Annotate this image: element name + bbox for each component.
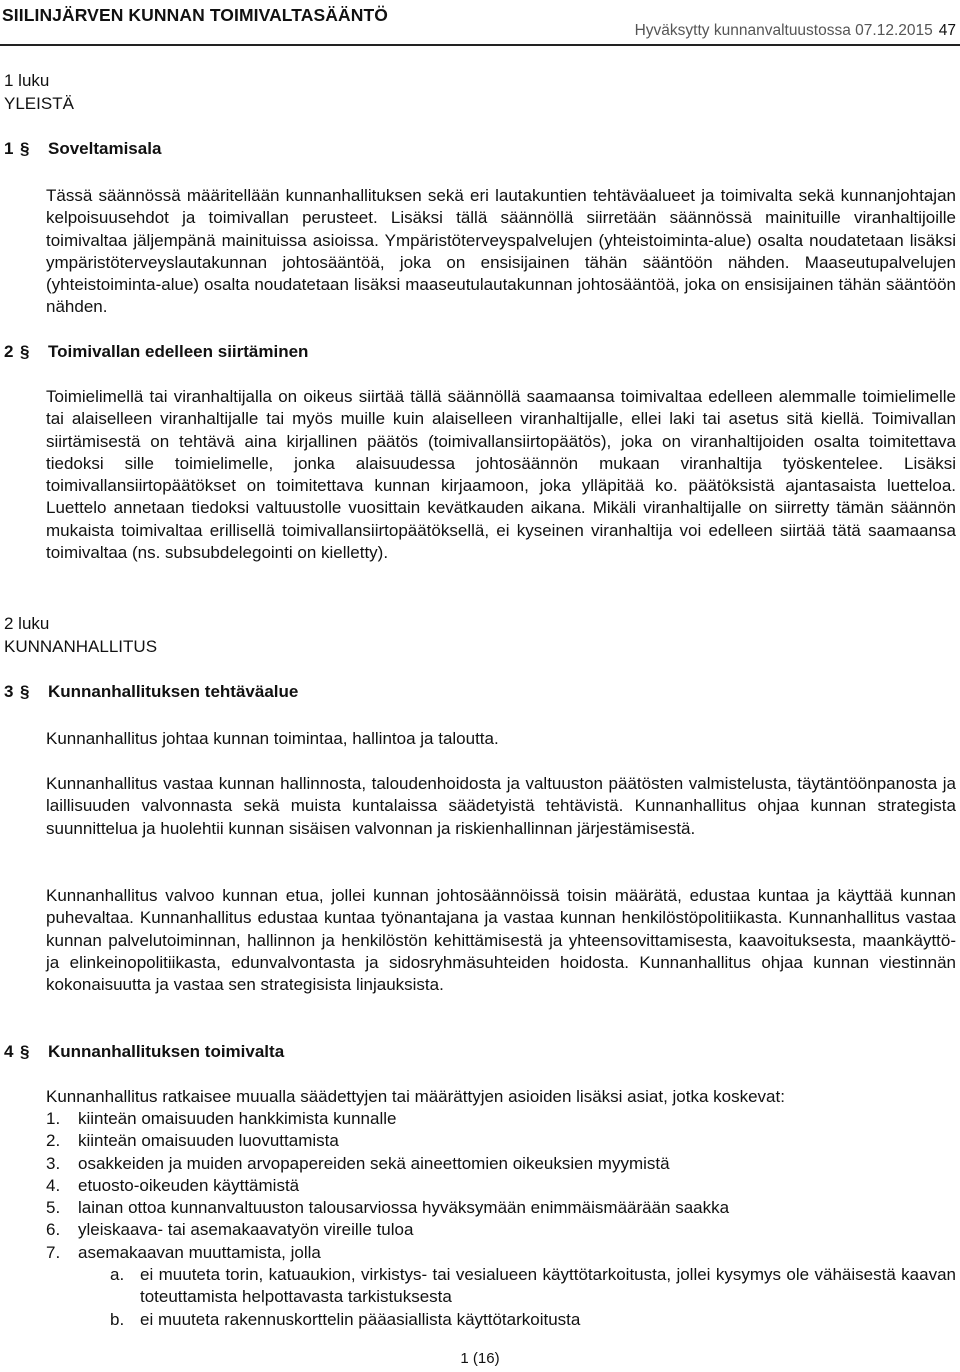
sub-item-letter: b. [110, 1309, 125, 1329]
chapter-2-number: 2 luku [4, 614, 50, 633]
list-item-text: yleiskaava- tai asemakaavatyön vireille tuloa [78, 1220, 414, 1240]
list-item-text: etuosto-oikeuden käyttämistä [78, 1175, 300, 1195]
chapter-2-heading [4, 612, 157, 658]
section-4-number: 4 [4, 1042, 14, 1061]
list-item [46, 1153, 956, 1175]
section-4-title: Kunnanhallituksen toimivalta [48, 1042, 285, 1061]
list-item-number: 2. [46, 1131, 61, 1151]
chapter-1-title: YLEISTÄ [4, 94, 74, 113]
page-number: 47 [938, 22, 956, 39]
chapter-1-number: 1 luku [4, 71, 50, 90]
chapter-1-heading [4, 69, 74, 115]
section-4-list [46, 1108, 956, 1331]
sub-item-letter: a. [110, 1265, 125, 1285]
document-title: SIILINJÄRVEN KUNNAN TOIMIVALTASÄÄNTÖ [2, 5, 389, 25]
section-4-intro: Kunnanhallitus ratkaisee muualla säädettyjen tai määrättyjen asioiden lisäksi asiat, jotka koskevat: [46, 1087, 785, 1106]
sub-item-text: ei muuteta rakennuskorttelin pääasiallista käyttötarkoitusta [140, 1309, 581, 1329]
list-item [46, 1219, 956, 1241]
section-1-text: Tässä säännössä määritellään kunnanhallituksen sekä eri lautakuntien tehtäväalueet ja toimivalta sekä kunnanjohtajan kelpoisuusehdot ja toimivallan perusteet. Lisäksi tällä säännöllä siirretään säännössä mainituille viranhaltijoille toimivaltaa jäljempänä mainituissa asioissa. Ympäristöterveyspalvelujen (yhteistoiminta-alue) osalta noudatetaan lisäksi ympäristöterveyslautakunnan johtosääntöä, joka on ensisijainen tähän sääntöön nähden. Maaseutupalvelujen (yhteistoiminta-alue) osalta noudatetaan lisäksi maaseutulautakunnan johtosääntöä, joka on ensisijainen tähän sääntöön nähden. [46, 186, 956, 317]
section-1-title: Soveltamisala [48, 139, 162, 158]
chapter-2-title: KUNNANHALLITUS [4, 637, 158, 656]
list-item [46, 1242, 956, 1331]
section-1-symbol: § [20, 139, 30, 158]
section-3-symbol: § [20, 682, 30, 701]
section-3-paragraph-1: Kunnanhallitus johtaa kunnan toimintaa, hallintoa ja taloutta. [46, 729, 499, 748]
section-2-text: Toimielimellä tai viranhaltijalla on oikeus siirtää tällä säännöllä saamaansa toimivaltaa edelleen alemmalle toimielimelle tai alaiselleen viranhaltijalle tai myös muille kuin alaiselleen viranhaltijalle, ellei laki tai asetus sitä kiellä. Toimivallan siirtämisestä on tehtävä aina kirjallinen päätös (toimivallansiirtopäätös), joka on viranhaltijoiden osalta toimitettava tiedoksi sille toimielimelle, jonka alaisuudessa johtosäännön mukaan viranhaltija työskentelee. Lisäksi toimivallansiirtopäätökset on toimitettava kunnan kirjaamoon, joka ylläpitää ko. päätöksistä ajantasaista luetteloa. Luettelo annetaan tiedoksi valtuustolle vuosittain kevätkauden aikana. Mikäli viranhaltijalle on siirretty tämän säännön mukaista toimivaltaa erillisellä toimivallansiirtopäätöksellä, ei kyseinen viranhaltija voi edelleen siirtää tätä saamaansa toimivaltaa (ns. subsubdelegointi on kielletty). [46, 387, 956, 563]
section-1-number: 1 [4, 139, 14, 158]
section-3-paragraph-2: Kunnanhallitus vastaa kunnan hallinnosta, taloudenhoidosta ja valtuuston päätösten valmistelusta, täytäntöönpanosta ja laillisuuden valvonnasta sekä muista kuntalaissa säädetyistä tehtävistä. Kunnanhallitus ohjaa kunnan strategista suunnittelua ja huolehtii kunnan sisäisen valvonnan ja riskienhallinnan järjestämisestä. [46, 774, 956, 838]
section-1-heading [4, 138, 161, 160]
section-2-title: Toimivallan edelleen siirtäminen [48, 342, 309, 361]
section-3-title: Kunnanhallituksen tehtäväalue [48, 682, 299, 701]
approval-text: Hyväksytty kunnanvaltuustossa 07.12.2015 [634, 22, 933, 39]
section-4-heading [4, 1041, 284, 1063]
section-2-symbol: § [20, 342, 30, 361]
sub-list-item [110, 1264, 956, 1309]
list-item [46, 1197, 956, 1219]
list-item [46, 1175, 956, 1197]
list-item [46, 1108, 956, 1130]
list-item-text: kiinteän omaisuuden luovuttamista [78, 1131, 339, 1151]
list-item-text: asemakaavan muuttamista, jolla [78, 1242, 321, 1262]
section-3-heading [4, 681, 298, 703]
sub-list-item [110, 1309, 956, 1331]
sub-item-text: ei muuteta torin, katuaukion, virkistys- tai vesialueen käyttötarkoitusta, jollei kysymys ole vähäisestä kaavan toteuttamista helpottavasta tarkistuksesta [140, 1265, 956, 1307]
section-2-number: 2 [4, 342, 14, 361]
list-item-text: kiinteän omaisuuden hankkimista kunnalle [78, 1109, 397, 1128]
list-item-text: osakkeiden ja muiden arvopapereiden sekä aineettomien oikeuksien myymistä [78, 1153, 670, 1173]
list-item [46, 1130, 956, 1152]
list-item-text: lainan ottoa kunnanvaltuuston talousarviossa hyväksymään enimmäismäärään saakka [78, 1198, 730, 1218]
list-item-number: 5. [46, 1198, 61, 1218]
section-2-heading [4, 341, 308, 363]
list-item-number: 1. [46, 1109, 61, 1128]
page-header [0, 0, 960, 46]
list-item-number: 3. [46, 1153, 61, 1173]
list-item-number: 6. [46, 1220, 61, 1240]
section-4-symbol: § [20, 1042, 30, 1061]
list-item-number: 4. [46, 1175, 61, 1195]
page-footer: 1 (16) [460, 1350, 500, 1367]
approval-info [635, 22, 956, 40]
list-item-number: 7. [46, 1242, 61, 1262]
sub-list [78, 1264, 956, 1331]
section-3-paragraph-3: Kunnanhallitus valvoo kunnan etua, jollei kunnan johtosäännöissä toisin määrätä, edustaa kuntaa ja käyttää kunnan puhevaltaa. Kunnanhallitus edustaa kuntaa työnantajana ja vastaa kunnan henkilöstöpolitiikasta. Kunnanhallitus vastaa kunnan palvelutoiminnan, hallinnon ja henkilöstön kehittämisestä ja yhteensovittamisesta, kaavoituksesta, maankäyttö- ja elinkeinopolitiikasta, edunvalvontasta ja sidosryhmäsuhteiden hoidosta. Kunnanhallitus ohjaa kunnan viestinnän kokonaisuutta ja vastaa sen strategisista linjauksista. [46, 886, 956, 995]
section-3-number: 3 [4, 682, 14, 701]
